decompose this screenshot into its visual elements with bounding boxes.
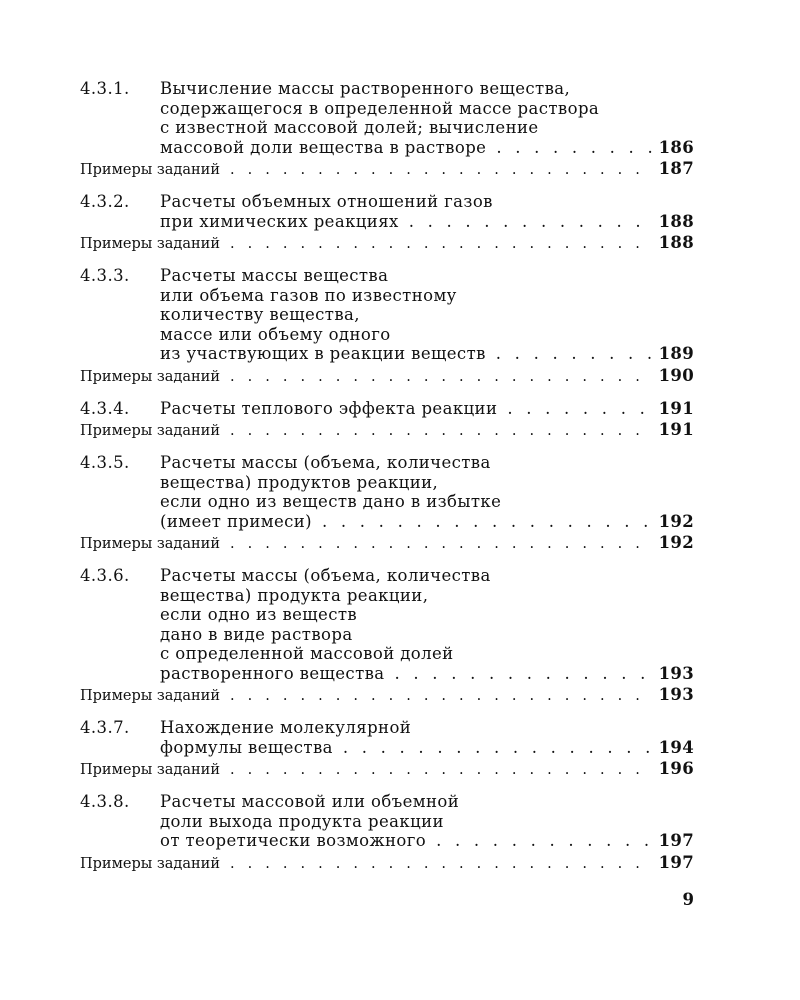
examples-page-ref: 191 [658,420,694,439]
title-last-line [160,399,694,419]
entry-title [160,399,694,419]
toc-section [80,192,694,255]
entry-title [160,453,694,531]
toc-entry [80,566,694,683]
entry-title [160,79,694,157]
examples-entry [80,232,694,255]
title-last-line [160,212,694,232]
section-number: 4.3.8. [80,792,130,811]
dot-leader [436,831,652,851]
examples-page-ref: 187 [658,159,694,178]
title-line: массовой доли вещества в растворе [160,137,487,157]
section-number: 4.3.7. [80,718,130,737]
examples-label: Примеры заданий [80,536,221,552]
dot-leader [230,159,652,181]
title-line: из участвующих в реакции веществ [160,344,486,363]
dot-leader [409,212,652,232]
page-ref: 188 [658,211,694,231]
title-line: массе или объему одного [160,324,391,344]
examples-label: Примеры заданий [80,368,221,385]
title-line: (имеет примеси) [160,511,313,531]
page-ref: 186 [658,137,694,157]
title-line: Расчеты массы вещества [160,266,389,285]
title-last-line [160,512,694,532]
toc-section [80,453,694,555]
title-last-line [160,138,694,158]
toc-entry [80,399,694,419]
toc-entry [80,718,694,757]
toc-entry [80,792,694,851]
table-of-contents [80,79,694,886]
examples-label: Примеры заданий [80,162,221,178]
title-line: если одно из веществ дано в избытке [160,492,502,511]
title-line: растворенного вещества [160,663,385,683]
title-last-line [160,344,694,364]
examples-label: Примеры заданий [80,236,221,252]
dot-leader [230,233,652,255]
toc-section [80,266,694,388]
title-line: Расчеты объемных отношений газов [160,192,493,211]
title-line: если одно из веществ [160,605,358,624]
examples-entry [80,852,694,875]
toc-entry [80,453,694,531]
dot-leader [230,420,652,442]
title-line: с известной массовой долей; вычисление [160,118,539,137]
section-number: 4.3.3. [80,266,130,285]
title-line: вещества) продукта реакции, [160,585,429,605]
section-number: 4.3.2. [80,192,130,211]
title-line: Расчеты массовой или объемной [160,792,460,811]
title-line: количеству вещества, [160,305,360,324]
examples-page-ref: 192 [658,533,694,552]
section-number: 4.3.4. [80,398,130,418]
examples-page-ref: 188 [658,233,694,252]
dot-leader [230,533,652,555]
toc-section [80,566,694,707]
title-line: Расчеты массы (объема, количества [160,453,491,472]
entry-title [160,192,694,231]
page-ref: 197 [658,831,694,850]
entry-title [160,792,694,851]
examples-entry [80,758,694,781]
examples-label: Примеры заданий [80,688,221,704]
dot-leader [230,759,652,781]
title-line: Нахождение молекулярной [160,718,412,737]
dot-leader [507,399,652,419]
toc-section [80,792,694,875]
section-number: 4.3.5. [80,453,130,472]
toc-entry [80,192,694,231]
title-line: вещества) продуктов реакции, [160,472,439,492]
dot-leader [230,685,652,707]
examples-label: Примеры заданий [80,423,221,439]
examples-entry [80,532,694,555]
dot-leader [395,664,652,684]
section-number: 4.3.6. [80,566,130,585]
toc-section [80,718,694,781]
dot-leader [343,738,652,758]
title-line: содержащегося в определенной массе раствора [160,98,600,118]
title-line: при химических реакциях [160,211,399,231]
toc-section [80,79,694,181]
examples-page-ref: 193 [658,685,694,704]
title-line: доли выхода продукта реакции [160,811,444,831]
examples-entry [80,419,694,442]
toc-entry [80,79,694,157]
title-line: Вычисление массы растворенного вещества, [160,79,571,98]
page-ref: 191 [658,398,694,418]
dot-leader [230,853,652,875]
title-line: дано в виде раствора [160,624,353,644]
entry-title [160,566,694,683]
examples-entry [80,365,694,388]
examples-page-ref: 196 [658,759,694,778]
page-number: 9 [682,890,694,909]
examples-label: Примеры заданий [80,855,221,872]
examples-page-ref: 197 [658,852,694,872]
examples-entry [80,684,694,707]
page-ref: 194 [658,737,694,757]
title-line: формулы вещества [160,737,333,757]
title-last-line [160,664,694,684]
entry-title [160,266,694,364]
title-line: от теоретически возможного [160,831,427,850]
dot-leader [496,344,652,364]
page-ref: 193 [658,663,694,683]
page-ref: 192 [658,511,694,531]
section-number: 4.3.1. [80,79,130,98]
dot-leader [496,138,652,158]
entry-title [160,718,694,757]
title-line: с определенной массовой долей [160,644,454,663]
examples-label: Примеры заданий [80,762,221,778]
title-line: Расчеты массы (объема, количества [160,566,491,585]
toc-section [80,399,694,443]
title-last-line [160,831,694,851]
page-ref: 189 [658,344,694,363]
title-line: или объема газов по известному [160,285,457,305]
toc-entry [80,266,694,364]
title-last-line [160,738,694,758]
title-line: Расчеты теплового эффекта реакции [160,398,498,418]
dot-leader [322,512,652,532]
examples-entry [80,158,694,181]
examples-page-ref: 190 [658,365,694,385]
dot-leader [230,366,652,388]
